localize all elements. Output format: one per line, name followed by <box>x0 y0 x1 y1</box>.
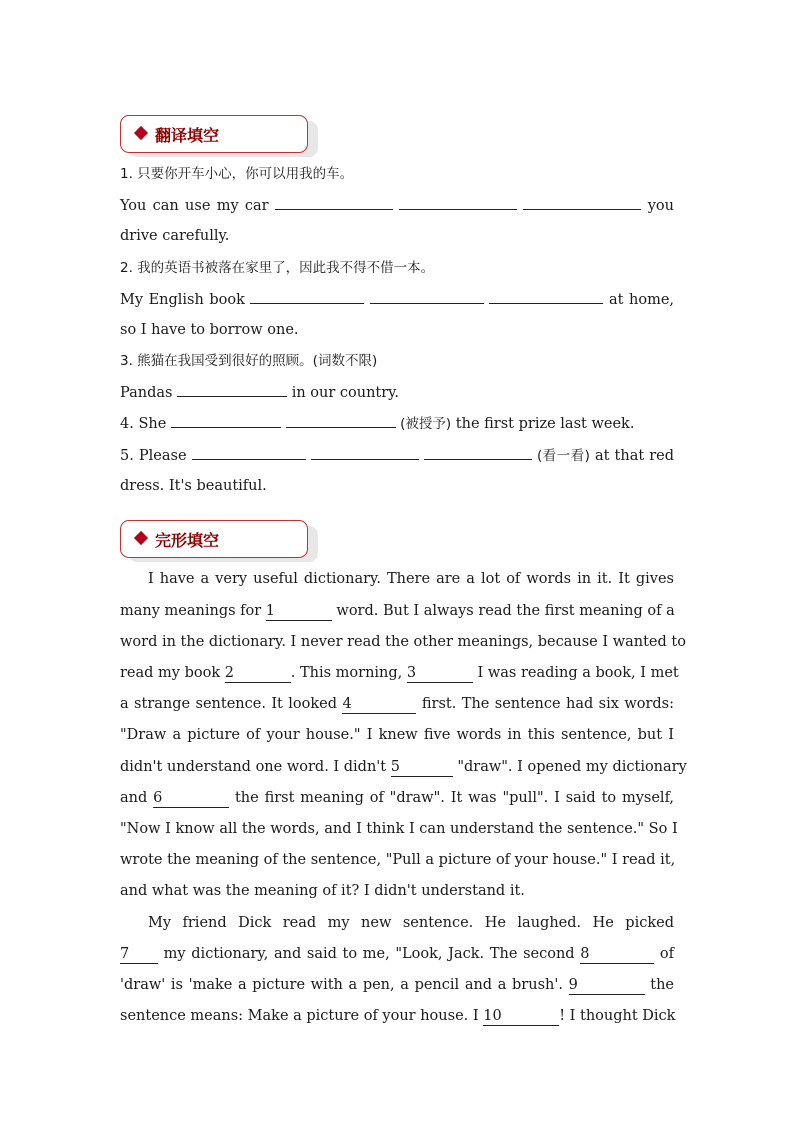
q3-text-a: Pandas <box>120 385 173 401</box>
q1-text-b: you <box>647 198 674 214</box>
p1-line-9: "Now I know all the words, and I think I can understand the sentence." So I <box>120 821 678 837</box>
p1-line-7 <box>120 757 687 777</box>
q5-blank-2[interactable] <box>311 445 419 460</box>
q1-text-a: You can use my car <box>120 198 269 214</box>
text: first. The sentence had six words: <box>421 696 675 712</box>
cloze-blank-8[interactable]: 8 <box>580 945 654 964</box>
cloze-blank-1[interactable]: 1 <box>266 602 332 621</box>
text: I was reading a book, I met <box>477 665 679 681</box>
text: the <box>650 977 675 993</box>
text: many meanings for <box>120 603 262 619</box>
section-title: 翻译填空 <box>155 126 220 145</box>
q4-blank-1[interactable] <box>171 413 281 428</box>
p1-line-6: "Draw a picture of your house." I knew five words in this sentence, but I <box>120 727 674 743</box>
text: didn't understand one word. I didn't <box>120 759 387 775</box>
q4-text-a: 4. She <box>120 416 167 432</box>
q4-hint: (被授予) <box>400 416 452 432</box>
q4-text-b: the first prize last week. <box>455 416 635 432</box>
p1-line-2 <box>120 601 674 621</box>
q2-blank-2[interactable] <box>370 289 484 304</box>
text: word. But I always read the first meaning of a <box>336 603 675 619</box>
q1-chinese: 1. 只要你开车小心，你可以用我的车。 <box>120 166 354 182</box>
text: sentence means: Make a picture of your house. I <box>120 1008 479 1024</box>
q5-hint: (看一看) <box>536 448 590 464</box>
text: "draw". I opened my dictionary <box>457 759 687 775</box>
text: of <box>659 946 675 962</box>
q3-text-b: in our country. <box>291 385 400 401</box>
diamond-icon <box>134 126 148 140</box>
q2-english-line <box>120 289 674 310</box>
text: the first meaning of "draw". It was "pull". I said to myself, <box>234 790 675 806</box>
cloze-blank-7[interactable]: 7 <box>120 945 158 964</box>
q5-line <box>120 445 674 466</box>
q1-english-line <box>120 195 674 216</box>
p1-line-4 <box>120 663 679 683</box>
q5-text-b: at that red <box>594 448 675 464</box>
text: read my book <box>120 665 221 681</box>
p1-line-10: wrote the meaning of the sentence, "Pull a picture of your house." I read it, <box>120 852 676 868</box>
p1-line-8 <box>120 788 674 808</box>
p2-line-1: My friend Dick read my new sentence. He laughed. He picked <box>148 915 674 931</box>
q2-blank-1[interactable] <box>250 289 364 304</box>
q5-cont: dress. It's beautiful. <box>120 478 267 494</box>
q2-text-b: at home, <box>609 292 675 308</box>
p2-line-3 <box>120 975 674 995</box>
q4-blank-2[interactable] <box>286 413 396 428</box>
q2-blank-3[interactable] <box>489 289 603 304</box>
text: . This morning, <box>290 665 403 681</box>
p1-line-1: I have a very useful dictionary. There are a lot of words in it. It gives <box>148 571 674 587</box>
text: my dictionary, and said to me, "Look, Jack. The second <box>163 946 575 962</box>
q1-blank-3[interactable] <box>523 195 641 210</box>
section-header-translation <box>120 115 320 157</box>
cloze-blank-6[interactable]: 6 <box>153 789 229 808</box>
cloze-blank-3[interactable]: 3 <box>407 664 473 683</box>
p1-line-5 <box>120 694 674 714</box>
q5-text-a: 5. Please <box>120 448 187 464</box>
q5-blank-3[interactable] <box>424 445 532 460</box>
header-box <box>120 115 308 153</box>
text: and <box>120 790 148 806</box>
q1-blank-1[interactable] <box>275 195 393 210</box>
q3-chinese: 3. 熊猫在我国受到很好的照顾。(词数不限) <box>120 353 378 369</box>
p2-line-2 <box>120 944 674 964</box>
p1-line-11: and what was the meaning of it? I didn't understand it. <box>120 883 525 899</box>
text: a strange sentence. It looked <box>120 696 338 712</box>
diamond-icon <box>134 531 148 545</box>
cloze-blank-4[interactable]: 4 <box>342 695 416 714</box>
q2-chinese: 2. 我的英语书被落在家里了，因此我不得不借一本。 <box>120 260 435 276</box>
q4-line <box>120 413 674 434</box>
p1-line-3: word in the dictionary. I never read the other meanings, because I wanted to <box>120 634 686 650</box>
q3-english-line <box>120 382 674 403</box>
p2-line-4 <box>120 1006 674 1026</box>
q1-english-cont: drive carefully. <box>120 228 230 244</box>
q3-blank-1[interactable] <box>177 382 287 397</box>
cloze-blank-10[interactable]: 10 <box>483 1007 559 1026</box>
cloze-blank-9[interactable]: 9 <box>569 976 645 995</box>
q1-blank-2[interactable] <box>399 195 517 210</box>
q2-text-a: My English book <box>120 292 245 308</box>
q2-english-cont: so I have to borrow one. <box>120 322 299 338</box>
cloze-blank-5[interactable]: 5 <box>391 758 453 777</box>
text: ! I thought Dick <box>559 1008 676 1024</box>
q5-blank-1[interactable] <box>192 445 306 460</box>
text: 'draw' is 'make a picture with a pen, a pencil and a brush'. <box>120 977 563 993</box>
section-header-cloze <box>120 520 320 562</box>
cloze-blank-2[interactable]: 2 <box>225 664 291 683</box>
section-title: 完形填空 <box>155 531 220 550</box>
header-box <box>120 520 308 558</box>
